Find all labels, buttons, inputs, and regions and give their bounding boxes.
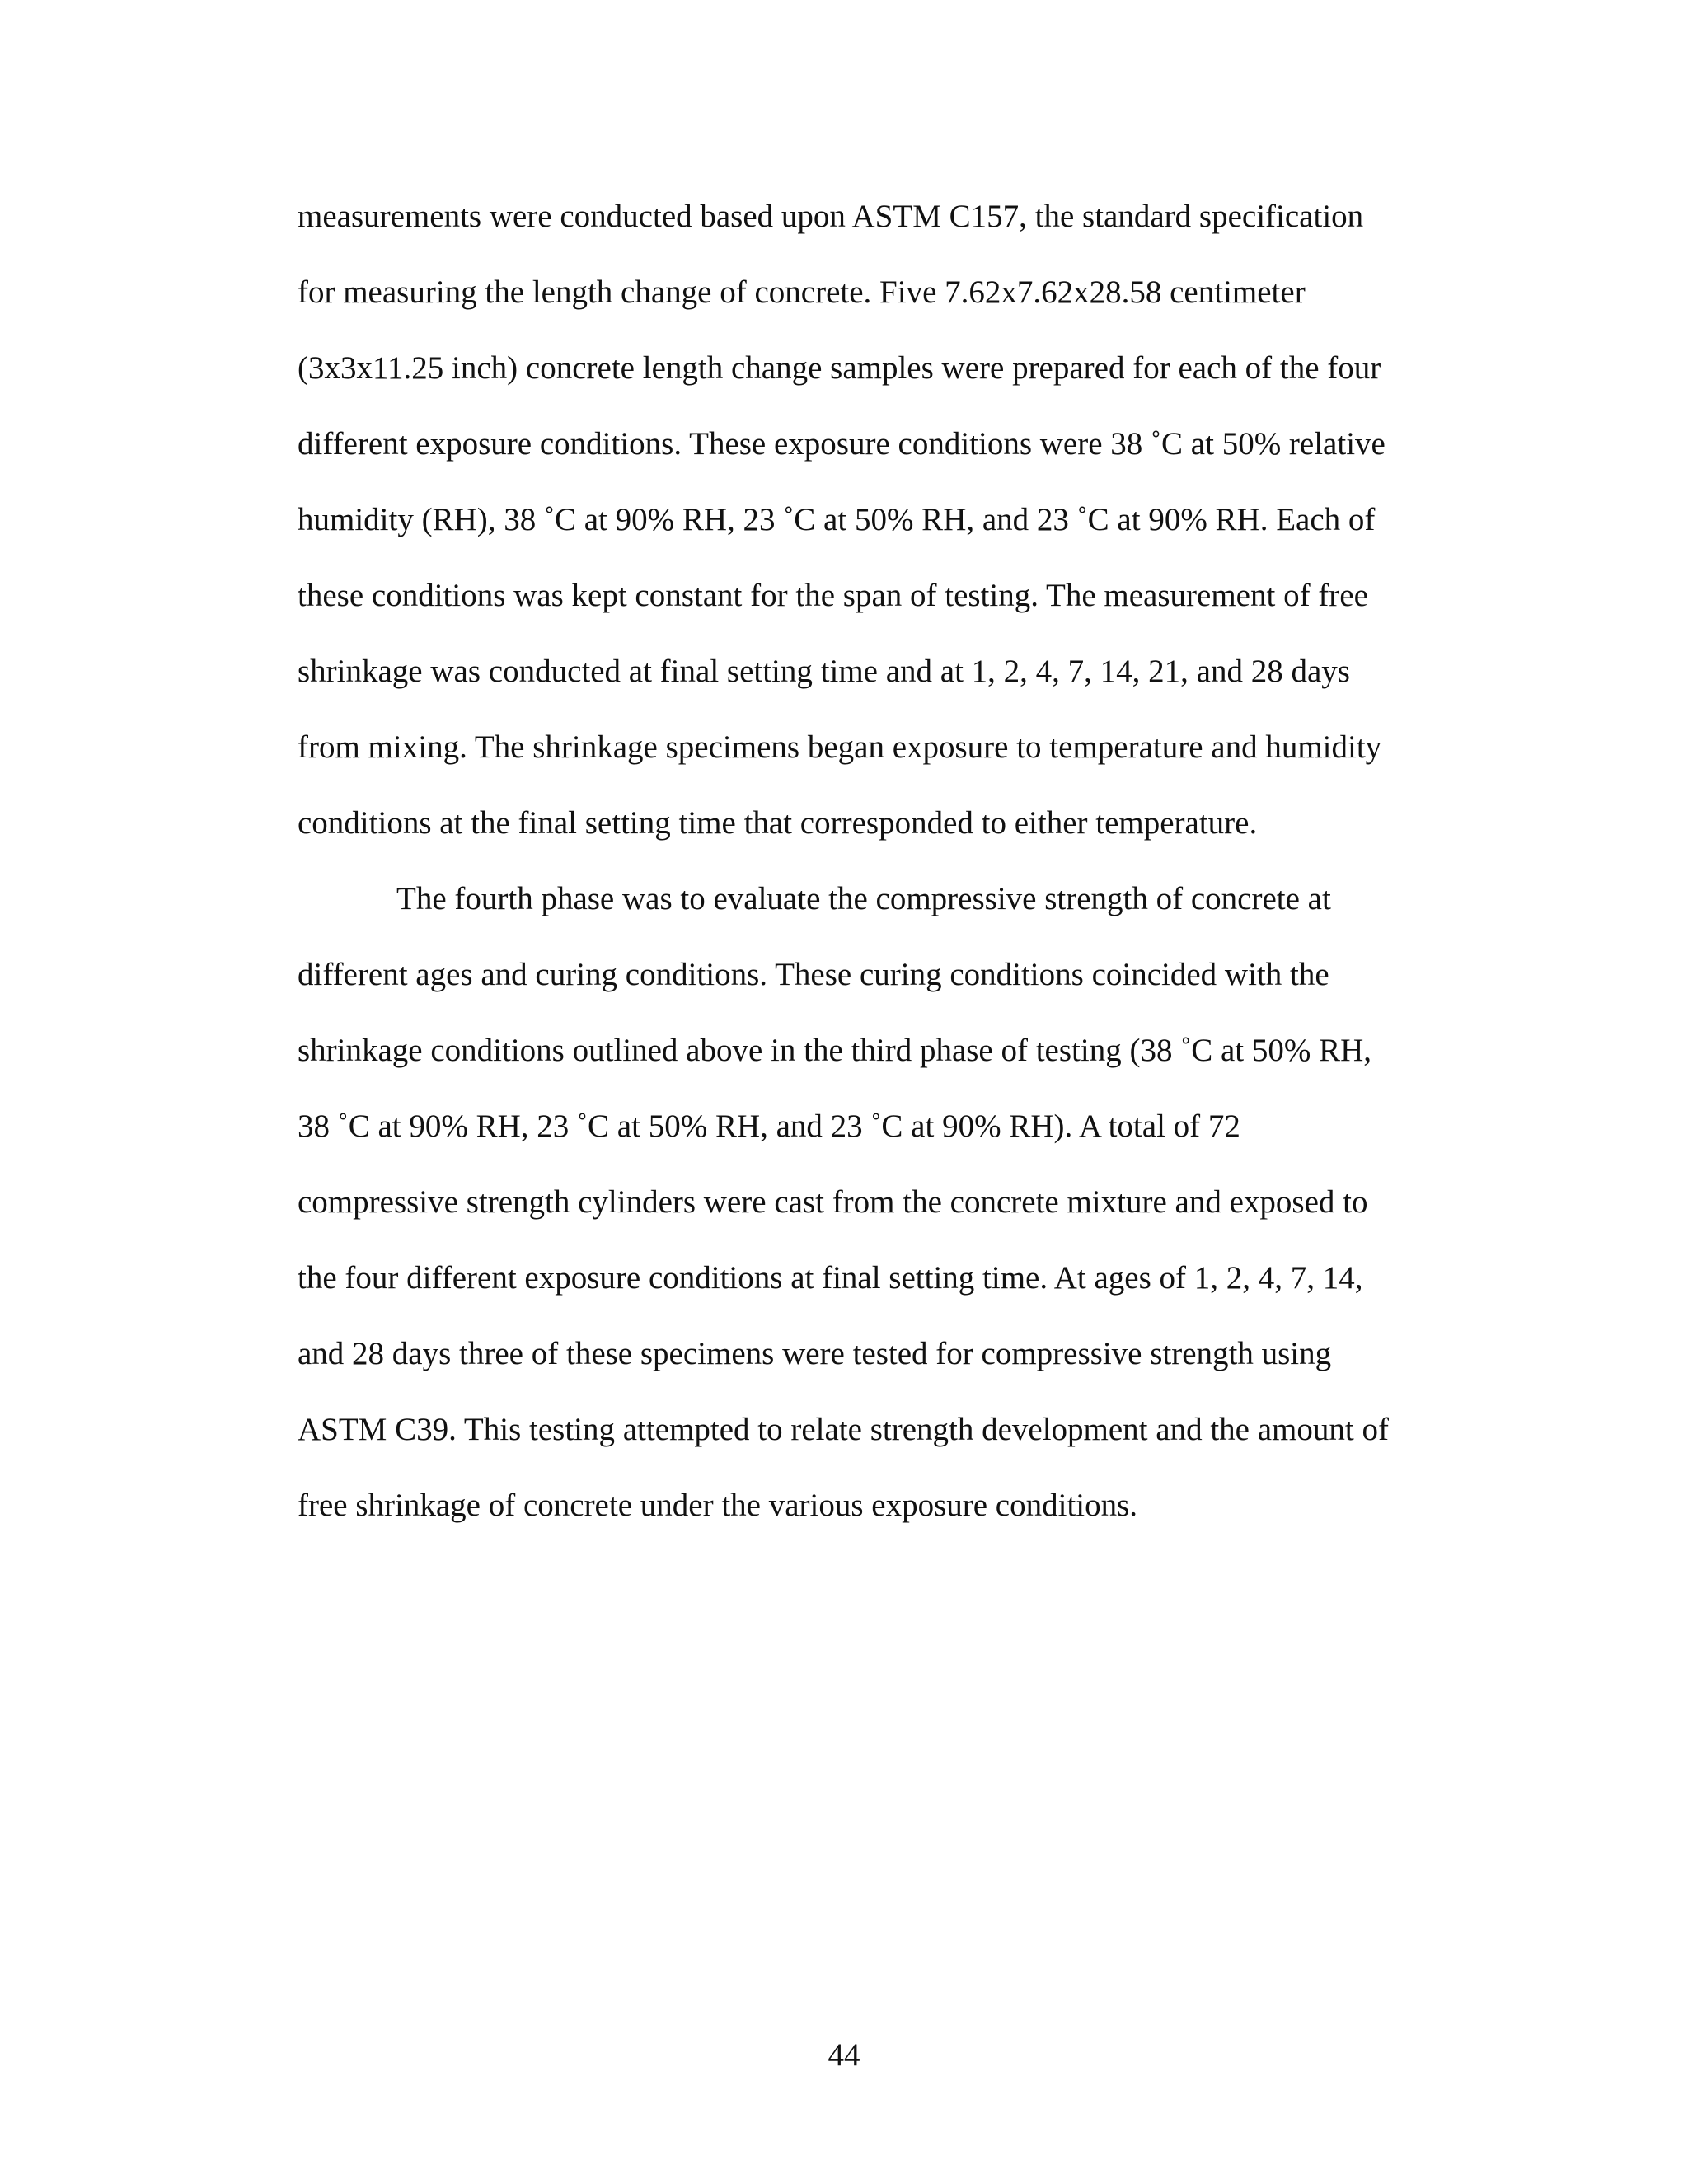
page-number: 44 xyxy=(828,2037,860,2073)
body-text xyxy=(298,190,1406,1554)
text-line: conditions at the final setting time that corresponded to either temperature. xyxy=(298,805,1258,841)
text-line: from mixing. The shrinkage specimens began exposure to temperature and humidity xyxy=(298,729,1382,765)
text-line: ASTM C39. This testing attempted to relate strength development and the amount of xyxy=(298,1412,1389,1447)
paragraph-start-line: The fourth phase was to evaluate the compressive strength of concrete at xyxy=(396,881,1331,916)
text-line: different ages and curing conditions. These curing conditions coincided with the xyxy=(298,957,1329,992)
text-line: these conditions was kept constant for the span of testing. The measurement of free xyxy=(298,578,1368,613)
text-line: free shrinkage of concrete under the various exposure conditions. xyxy=(298,1488,1138,1523)
text-line: for measuring the length change of concrete. Five 7.62x7.62x28.58 centimeter xyxy=(298,274,1306,310)
text-line: the four different exposure conditions at final setting time. At ages of 1, 2, 4, 7, 14, xyxy=(298,1260,1363,1296)
text-line: and 28 days three of these specimens were tested for compressive strength using xyxy=(298,1336,1332,1371)
text-line: shrinkage conditions outlined above in the third phase of testing (38 ˚C at 50% RH, xyxy=(298,1033,1372,1068)
text-line: different exposure conditions. These exposure conditions were 38 ˚C at 50% relative xyxy=(298,426,1386,462)
text-line: 38 ˚C at 90% RH, 23 ˚C at 50% RH, and 23 ˚C at 90% RH). A total of 72 xyxy=(298,1108,1240,1144)
text-line: (3x3x11.25 inch) concrete length change samples were prepared for each of the four xyxy=(298,350,1381,386)
text-line: humidity (RH), 38 ˚C at 90% RH, 23 ˚C at 50% RH, and 23 ˚C at 90% RH. Each of xyxy=(298,502,1376,537)
text-line: compressive strength cylinders were cast from the concrete mixture and exposed to xyxy=(298,1184,1368,1220)
text-line: measurements were conducted based upon ASTM C157, the standard specification xyxy=(298,199,1364,234)
text-line: shrinkage was conducted at final setting time and at 1, 2, 4, 7, 14, 21, and 28 days xyxy=(298,654,1350,689)
